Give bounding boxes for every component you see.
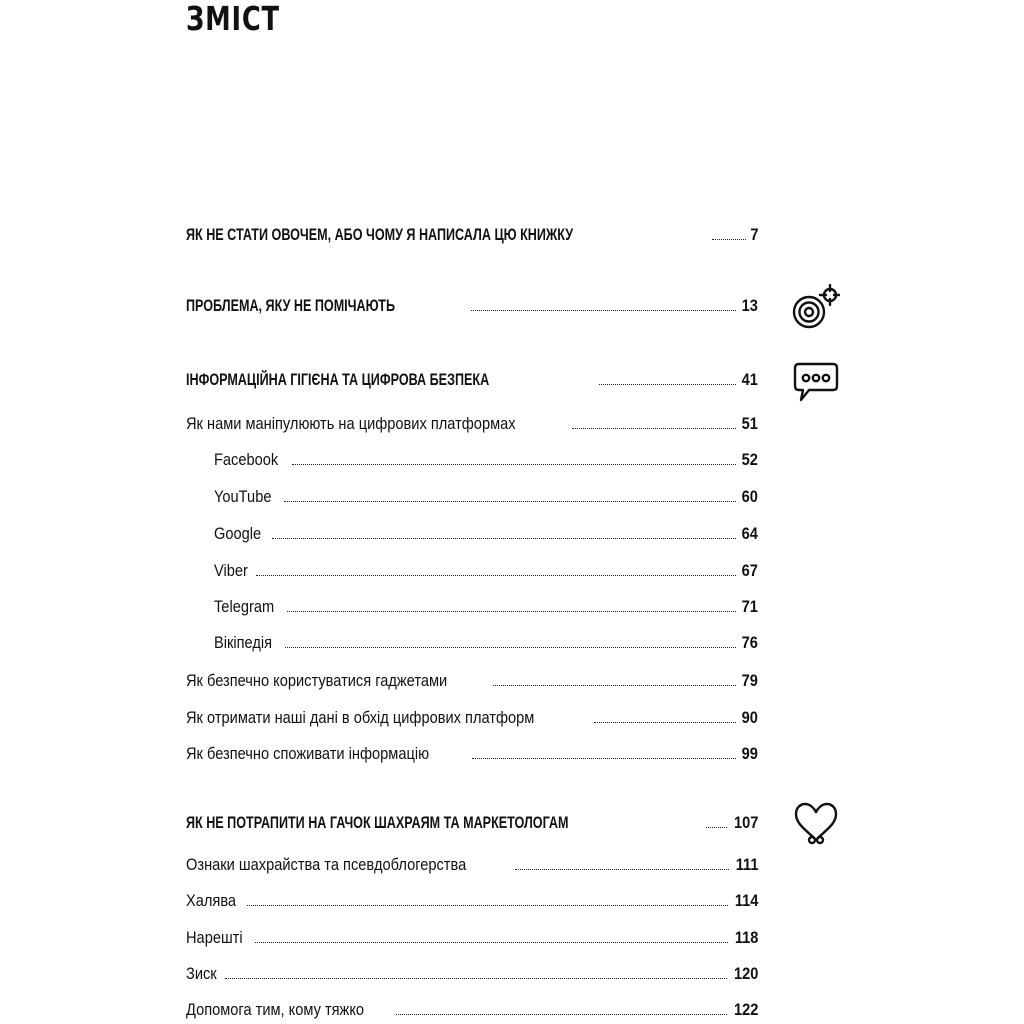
toc-entry — [186, 854, 758, 876]
toc-leader — [396, 1013, 727, 1015]
toc-entry-page: 114 — [734, 891, 758, 910]
toc-entry-page: 111 — [735, 855, 758, 874]
toc-entry-title: Telegram — [214, 597, 275, 616]
toc-leader — [594, 721, 736, 723]
toc-entry-title: ЯК НЕ ПОТРАПИТИ НА ГАЧОК ШАХРАЯМ ТА МАРКЕТОЛОГАМ — [186, 813, 569, 832]
toc-entry-page: 118 — [734, 928, 758, 947]
toc-entry-title: Google — [214, 524, 262, 543]
toc-entry — [186, 890, 758, 912]
page-title: ЗМІСТ — [186, 0, 280, 38]
toc-entry-page: 60 — [741, 487, 758, 506]
toc-leader — [292, 463, 736, 465]
toc-leader — [706, 826, 727, 828]
toc-entry-page: 120 — [733, 964, 758, 983]
toc-entry-page: 52 — [741, 450, 758, 469]
toc-entry — [186, 707, 758, 729]
toc-entry-page: 79 — [741, 671, 758, 690]
toc-entry-title: Viber — [214, 561, 248, 580]
toc-entry-title: Як нами маніпулюють на цифрових платформах — [186, 414, 516, 433]
toc-entry — [186, 413, 758, 435]
toc-entry — [214, 486, 758, 508]
toc-entry-title: Допомога тим, кому тяжко — [186, 1000, 365, 1019]
toc-leader — [493, 684, 736, 686]
toc-entry-page: 107 — [733, 813, 758, 832]
toc-entry-title: YouTube — [214, 487, 272, 506]
toc-leader — [255, 941, 728, 943]
hooked-heart-icon — [792, 798, 840, 846]
toc-leader — [599, 383, 736, 385]
toc-entry — [214, 449, 758, 471]
toc-leader — [285, 646, 737, 648]
toc-entry-title: Ознаки шахрайства та псевдоблогерства — [186, 855, 467, 874]
toc-entry-title: Як безпечно користуватися гаджетами — [186, 671, 448, 690]
chat-bubble-icon — [792, 358, 840, 406]
toc-leader — [225, 977, 727, 979]
toc-entry — [186, 927, 758, 949]
toc-entry-title: Як безпечно споживати інформацію — [186, 744, 430, 763]
toc-entry-title: Вікіпедія — [214, 633, 273, 652]
toc-leader — [272, 537, 736, 539]
toc-entry — [186, 743, 758, 765]
toc-entry-title: ПРОБЛЕМА, ЯКУ НЕ ПОМІЧАЮТЬ — [186, 296, 395, 315]
toc-entry-page: 122 — [733, 1000, 758, 1019]
toc-entry — [214, 596, 758, 618]
toc-entry-title: Як отримати наші дані в обхід цифрових платформ — [186, 708, 535, 727]
toc-entry — [186, 963, 758, 985]
toc-entry-page: 7 — [749, 225, 758, 244]
toc-entry-page: 67 — [741, 561, 758, 580]
toc-entry-page: 99 — [741, 744, 758, 763]
toc-entry — [186, 670, 758, 692]
toc-leader — [471, 309, 736, 311]
toc-entry-page: 41 — [741, 370, 758, 389]
toc-entry-title: ІНФОРМАЦІЙНА ГІГІЄНА ТА ЦИФРОВА БЕЗПЕКА — [186, 370, 490, 389]
toc-leader — [572, 427, 736, 429]
toc-leader — [287, 610, 736, 612]
target-icon — [792, 284, 840, 332]
toc-entry — [186, 812, 758, 834]
toc-entry-title: ЯК НЕ СТАТИ ОВОЧЕМ, АБО ЧОМУ Я НАПИСАЛА ЦЮ КНИЖКУ — [186, 225, 574, 244]
toc-entry-title: Халява — [186, 891, 237, 910]
toc-leader — [284, 500, 736, 502]
toc-entry — [186, 224, 758, 246]
toc-leader — [256, 574, 736, 576]
toc-entry-page: 71 — [741, 597, 758, 616]
toc-leader — [712, 238, 745, 240]
toc-entry-title: Зиск — [186, 964, 217, 983]
toc-entry-title: Нарешті — [186, 928, 243, 947]
toc-leader — [247, 904, 727, 906]
toc-entry-title: Facebook — [214, 450, 279, 469]
toc-entry — [214, 560, 758, 582]
toc-entry — [214, 632, 758, 654]
toc-leader — [515, 868, 729, 870]
toc-entry — [186, 369, 758, 391]
toc-entry-page: 51 — [741, 414, 758, 433]
toc-entry-page: 13 — [741, 296, 758, 315]
toc-entry-page: 90 — [741, 708, 758, 727]
toc-entry — [186, 999, 758, 1021]
toc-entry — [214, 523, 758, 545]
toc-entry-page: 64 — [741, 524, 758, 543]
toc-entry-page: 76 — [741, 633, 758, 652]
toc-leader — [472, 757, 736, 759]
toc-entry — [186, 295, 758, 317]
